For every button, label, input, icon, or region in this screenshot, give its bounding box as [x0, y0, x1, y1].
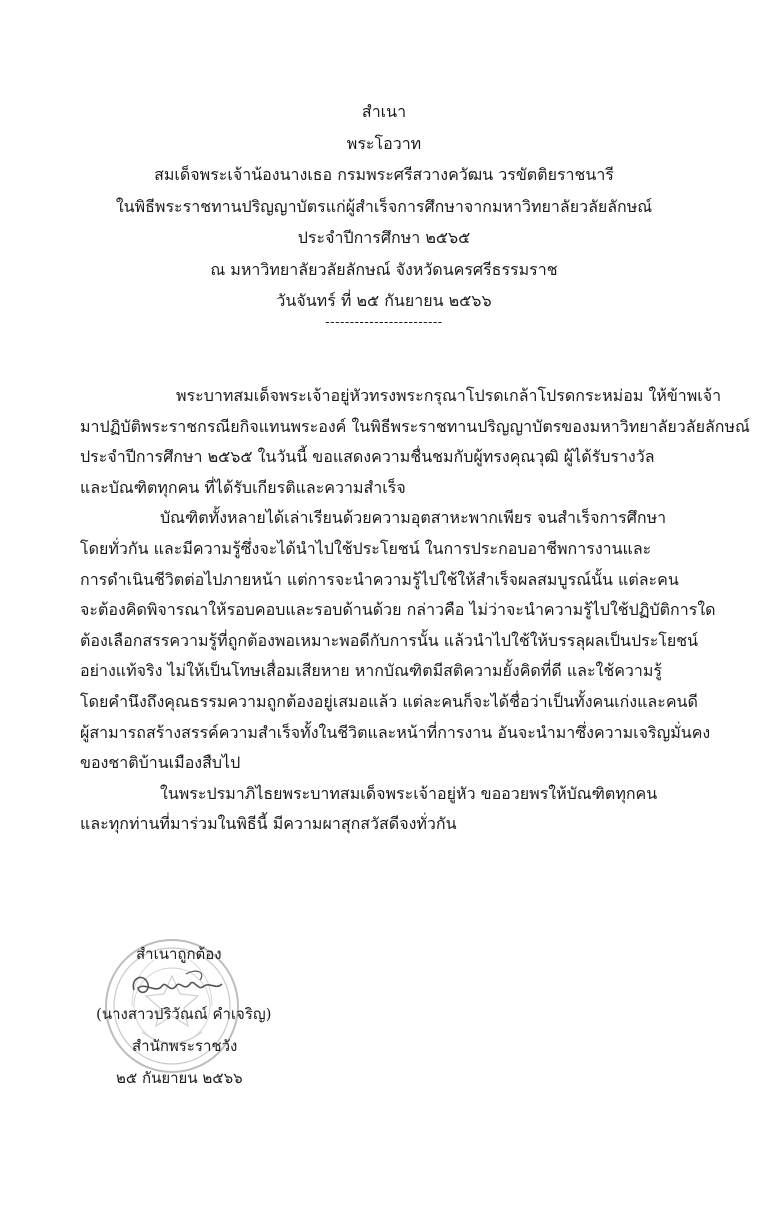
- paragraph2-line: การดำเนินชีวิตต่อไปภายหน้า แต่การจะนำความรู้ไปใช้ให้สำเร็จผลสมบูรณ์นั้น แต่ละคน: [80, 569, 679, 589]
- paragraph2-line: อย่างแท้จริง ไม่ให้เป็นโทษเสื่อมเสียหาย หากบัณฑิตมีสติความยั้งคิดที่ดี และใช้ความรู้: [80, 661, 663, 681]
- certifier-office: สำนักพระราชวัง: [132, 1037, 238, 1055]
- paragraph3-line: ในพระปรมาภิไธยพระบาทสมเด็จพระเจ้าอยู่หัว ขออวยพรให้บัณฑิตทุกคน: [160, 783, 658, 803]
- signature-icon: [126, 964, 236, 1004]
- header-ceremony: ในพิธีพระราชทานปริญญาบัตรแก่ผู้สำเร็จการศึกษาจากมหาวิทยาลัยวลัยลักษณ์: [115, 196, 653, 216]
- paragraph1-line: มาปฏิบัติพระราชกรณียกิจแทนพระองค์ ในพิธีพระราชทานปริญญาบัตรของมหาวิทยาลัยวลัยลักษณ์: [80, 416, 750, 436]
- paragraph1-line: และบัณฑิตทุกคน ที่ได้รับเกียรติและความสำเร็จ: [80, 477, 406, 497]
- header-date: วันจันทร์ ที่ ๒๕ กันยายน ๒๕๖๖: [276, 291, 492, 310]
- paragraph2-line: จะต้องคิดพิจารณาให้รอบคอบและรอบด้านด้วย กล่าวคือ ไม่ว่าจะนำความรู้ไปใช้ปฏิบัติการใด: [80, 600, 716, 620]
- document-header: [0, 96, 768, 333]
- paragraph2-line: ของชาติบ้านเมืองสืบไป: [80, 753, 241, 773]
- paragraph2-line: โดยคำนึงถึงคุณธรรมความถูกต้องอยู่เสมอแล้ว แต่ละคนก็จะได้ชื่อว่าเป็นทั้งคนเก่งและคนดี: [80, 691, 698, 711]
- header-location: ณ มหาวิทยาลัยวลัยลักษณ์ จังหวัดนครศรีธรรมราช: [210, 259, 558, 279]
- header-title: พระโอวาท: [346, 133, 422, 153]
- certification-block: [80, 936, 300, 1096]
- header-copy-label: สำเนา: [361, 102, 407, 121]
- paragraph2-line: ผู้สามารถสร้างสรรค์ความสำเร็จทั้งในชีวิตและหน้าที่การงาน อันจะนำมาซึ่งความเจริญมั่นคง: [80, 722, 711, 742]
- paragraph2-line: โดยทั่วกัน และมีความรู้ซึ่งจะได้นำไปใช้ประโยชน์ ในการประกอบอาชีพการงานและ: [80, 538, 652, 558]
- header-royal-name: สมเด็จพระเจ้าน้องนางเธอ กรมพระศรีสวางควัฒน วรขัตติยราชนารี: [154, 165, 614, 184]
- paragraph2-line: ต้องเลือกสรรความรู้ที่ถูกต้องพอเหมาะพอดีกับการนั้น แล้วนำไปใช้ให้บรรลุผลเป็นประโยชน์: [80, 630, 699, 650]
- header-separator: ------------------------: [325, 314, 443, 330]
- certifier-name: (นางสาวปริวัณณ์ คำเจริญ): [96, 1005, 272, 1023]
- speech-body: [80, 381, 750, 840]
- paragraph2-line: บัณฑิตทั้งหลายได้เล่าเรียนด้วยความอุตสาหะพากเพียร จนสำเร็จการศึกษา: [160, 508, 667, 528]
- certified-copy-label: สำเนาถูกต้อง: [136, 945, 222, 963]
- certification-date: ๒๕ กันยายน ๒๕๖๖: [116, 1069, 243, 1087]
- paragraph1-line: ประจำปีการศึกษา ๒๕๖๕ ในวันนี้ ขอแสดงความชื่นชมกับผู้ทรงคุณวุฒิ ผู้ได้รับรางวัล: [80, 447, 655, 467]
- paragraph3-line: และทุกท่านที่มาร่วมในพิธีนี้ มีความผาสุกสวัสดีจงทั่วกัน: [80, 814, 457, 834]
- paragraph1-line: พระบาทสมเด็จพระเจ้าอยู่หัวทรงพระกรุณาโปรดเกล้าโปรดกระหม่อม ให้ข้าพเจ้า: [176, 386, 722, 405]
- header-academic-year: ประจำปีการศึกษา ๒๕๖๕: [297, 228, 471, 247]
